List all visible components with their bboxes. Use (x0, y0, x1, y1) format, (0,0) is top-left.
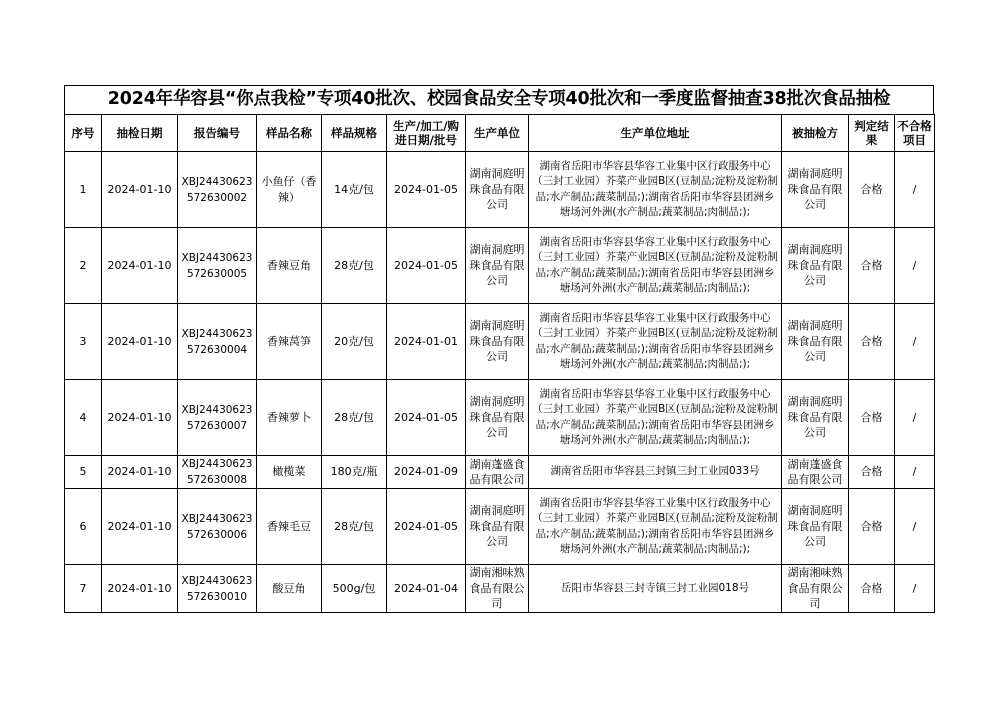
cell-report: XBJ24430623572630004 (178, 304, 257, 380)
cell-address: 湖南省岳阳市华容县华容工业集中区行政服务中心（三封工业园）芥菜产业园B区(豆制品;淀粉及淀粉制品;水产制品;蔬菜制品;);湖南省岳阳市华容县团洲乡塘场河外洲(水产制品;蔬菜制品;肉制品;); (529, 380, 782, 456)
cell-no: 5 (65, 456, 102, 489)
table-row (65, 228, 935, 304)
cell-unqualified: / (895, 380, 935, 456)
table-row (65, 152, 935, 228)
cell-producer: 湖南洞庭明珠食品有限公司 (466, 304, 529, 380)
table-row (65, 565, 935, 613)
cell-spec: 14克/包 (322, 152, 387, 228)
cell-spec: 20克/包 (322, 304, 387, 380)
cell-sample-name: 橄榄菜 (257, 456, 322, 489)
col-header-address: 生产单位地址 (529, 115, 782, 152)
cell-date: 2024-01-10 (102, 380, 178, 456)
cell-report: XBJ24430623572630008 (178, 456, 257, 489)
cell-date: 2024-01-10 (102, 489, 178, 565)
cell-producer: 湖南蓬盛食品有限公司 (466, 456, 529, 489)
cell-sampled-party: 湖南蓬盛食品有限公司 (782, 456, 849, 489)
cell-prod-date: 2024-01-05 (387, 380, 466, 456)
cell-address: 湖南省岳阳市华容县华容工业集中区行政服务中心（三封工业园）芥菜产业园B区(豆制品;淀粉及淀粉制品;水产制品;蔬菜制品;);湖南省岳阳市华容县团洲乡塘场河外洲(水产制品;蔬菜制品;肉制品;); (529, 152, 782, 228)
cell-no: 3 (65, 304, 102, 380)
cell-producer: 湖南洞庭明珠食品有限公司 (466, 228, 529, 304)
cell-unqualified: / (895, 304, 935, 380)
cell-no: 6 (65, 489, 102, 565)
table-row (65, 456, 935, 489)
cell-sample-name: 香辣毛豆 (257, 489, 322, 565)
cell-date: 2024-01-10 (102, 565, 178, 613)
cell-unqualified: / (895, 456, 935, 489)
table-row (65, 489, 935, 565)
col-header-sample-name: 样品名称 (257, 115, 322, 152)
col-header-result: 判定结果 (849, 115, 895, 152)
cell-prod-date: 2024-01-09 (387, 456, 466, 489)
cell-result: 合格 (849, 380, 895, 456)
cell-prod-date: 2024-01-05 (387, 228, 466, 304)
col-header-no: 序号 (65, 115, 102, 152)
table-row (65, 380, 935, 456)
cell-result: 合格 (849, 152, 895, 228)
col-header-date: 抽检日期 (102, 115, 178, 152)
col-header-unqualified: 不合格项目 (895, 115, 935, 152)
cell-producer: 湖南湘味熟食品有限公司 (466, 565, 529, 613)
cell-spec: 28克/包 (322, 380, 387, 456)
cell-no: 1 (65, 152, 102, 228)
cell-date: 2024-01-10 (102, 304, 178, 380)
page-title: 2024年华容县“你点我检”专项40批次、校园食品安全专项40批次和一季度监督抽查38批次食品抽检 (64, 85, 934, 114)
col-header-spec: 样品规格 (322, 115, 387, 152)
cell-address: 湖南省岳阳市华容县华容工业集中区行政服务中心（三封工业园）芥菜产业园B区(豆制品;淀粉及淀粉制品;水产制品;蔬菜制品;);湖南省岳阳市华容县团洲乡塘场河外洲(水产制品;蔬菜制品;肉制品;); (529, 304, 782, 380)
cell-address: 岳阳市华容县三封寺镇三封工业园018号 (529, 565, 782, 613)
cell-producer: 湖南洞庭明珠食品有限公司 (466, 152, 529, 228)
col-header-producer: 生产单位 (466, 115, 529, 152)
cell-sample-name: 香辣萝卜 (257, 380, 322, 456)
cell-report: XBJ24430623572630005 (178, 228, 257, 304)
cell-sampled-party: 湖南洞庭明珠食品有限公司 (782, 304, 849, 380)
cell-result: 合格 (849, 304, 895, 380)
cell-producer: 湖南洞庭明珠食品有限公司 (466, 380, 529, 456)
cell-unqualified: / (895, 565, 935, 613)
cell-sampled-party: 湖南洞庭明珠食品有限公司 (782, 152, 849, 228)
header-row (65, 115, 935, 152)
cell-prod-date: 2024-01-04 (387, 565, 466, 613)
col-header-prod-date: 生产/加工/购进日期/批号 (387, 115, 466, 152)
cell-producer: 湖南洞庭明珠食品有限公司 (466, 489, 529, 565)
cell-spec: 28克/包 (322, 489, 387, 565)
cell-sampled-party: 湖南湘味熟食品有限公司 (782, 565, 849, 613)
cell-report: XBJ24430623572630006 (178, 489, 257, 565)
cell-sampled-party: 湖南洞庭明珠食品有限公司 (782, 380, 849, 456)
cell-prod-date: 2024-01-05 (387, 152, 466, 228)
cell-result: 合格 (849, 489, 895, 565)
cell-sample-name: 酸豆角 (257, 565, 322, 613)
cell-address: 湖南省岳阳市华容县华容工业集中区行政服务中心（三封工业园）芥菜产业园B区(豆制品;淀粉及淀粉制品;水产制品;蔬菜制品;);湖南省岳阳市华容县团洲乡塘场河外洲(水产制品;蔬菜制品;肉制品;); (529, 489, 782, 565)
table-row (65, 304, 935, 380)
cell-prod-date: 2024-01-05 (387, 489, 466, 565)
cell-report: XBJ24430623572630007 (178, 380, 257, 456)
cell-sampled-party: 湖南洞庭明珠食品有限公司 (782, 489, 849, 565)
col-header-sampled-party: 被抽检方 (782, 115, 849, 152)
cell-spec: 28克/包 (322, 228, 387, 304)
cell-date: 2024-01-10 (102, 456, 178, 489)
inspection-sheet (64, 85, 934, 613)
col-header-report: 报告编号 (178, 115, 257, 152)
cell-report: XBJ24430623572630010 (178, 565, 257, 613)
cell-address: 湖南省岳阳市华容县华容工业集中区行政服务中心（三封工业园）芥菜产业园B区(豆制品;淀粉及淀粉制品;水产制品;蔬菜制品;);湖南省岳阳市华容县团洲乡塘场河外洲(水产制品;蔬菜制品;肉制品;); (529, 228, 782, 304)
cell-no: 4 (65, 380, 102, 456)
cell-unqualified: / (895, 489, 935, 565)
cell-sampled-party: 湖南洞庭明珠食品有限公司 (782, 228, 849, 304)
cell-result: 合格 (849, 456, 895, 489)
cell-unqualified: / (895, 152, 935, 228)
cell-date: 2024-01-10 (102, 228, 178, 304)
cell-unqualified: / (895, 228, 935, 304)
cell-address: 湖南省岳阳市华容县三封镇三封工业园033号 (529, 456, 782, 489)
cell-report: XBJ24430623572630002 (178, 152, 257, 228)
cell-sample-name: 小鱼仔（香辣） (257, 152, 322, 228)
cell-date: 2024-01-10 (102, 152, 178, 228)
cell-no: 7 (65, 565, 102, 613)
cell-no: 2 (65, 228, 102, 304)
cell-spec: 500g/包 (322, 565, 387, 613)
cell-result: 合格 (849, 228, 895, 304)
cell-spec: 180克/瓶 (322, 456, 387, 489)
cell-sample-name: 香辣莴笋 (257, 304, 322, 380)
inspection-table (64, 114, 935, 613)
cell-prod-date: 2024-01-01 (387, 304, 466, 380)
cell-result: 合格 (849, 565, 895, 613)
cell-sample-name: 香辣豆角 (257, 228, 322, 304)
